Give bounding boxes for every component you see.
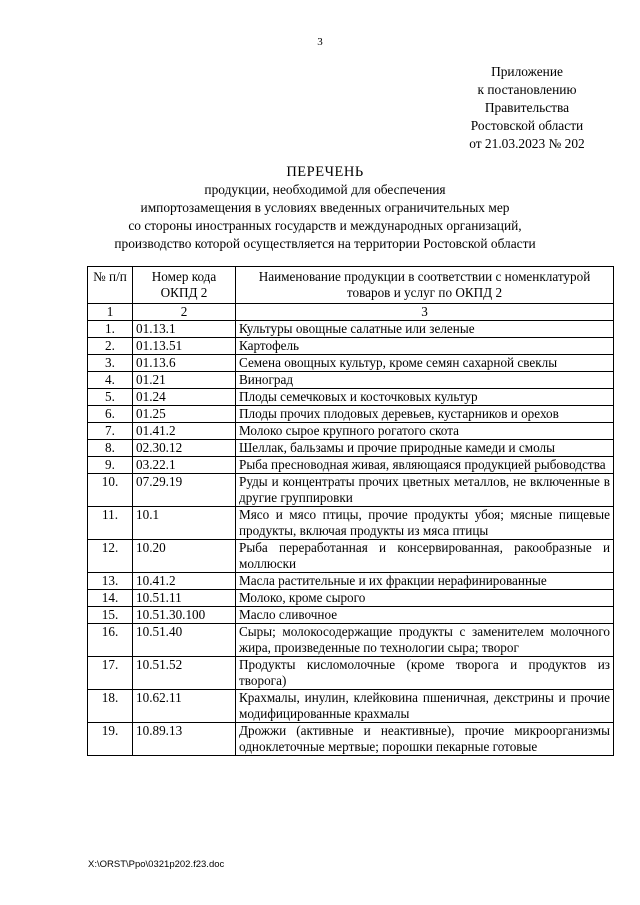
row-code: 10.62.11	[133, 690, 236, 723]
row-name: Рыба пресноводная живая, являющаяся продукцией рыбоводства	[236, 457, 614, 474]
row-code: 01.13.1	[133, 321, 236, 338]
table-row	[88, 474, 614, 507]
row-number: 2.	[88, 338, 133, 355]
table-row	[88, 440, 614, 457]
row-number: 17.	[88, 657, 133, 690]
row-number: 8.	[88, 440, 133, 457]
row-code: 10.89.13	[133, 723, 236, 756]
row-code: 01.13.6	[133, 355, 236, 372]
row-name: Масла растительные и их фракции нерафинированные	[236, 573, 614, 590]
row-name: Сыры; молокосодержащие продукты с заменителем молочного жира, произведенные по технологии сыра; творог	[236, 624, 614, 657]
row-number: 1.	[88, 321, 133, 338]
row-name: Дрожжи (активные и неактивные), прочие микроорганизмы одноклеточные мертвые; порошки пекарные готовые	[236, 723, 614, 756]
row-code: 01.24	[133, 389, 236, 406]
table-row	[88, 723, 614, 756]
row-number: 9.	[88, 457, 133, 474]
row-name: Руды и концентраты прочих цветных металлов, не включенные в другие группировки	[236, 474, 614, 507]
row-code: 10.51.40	[133, 624, 236, 657]
subtitle-line: продукции, необходимой для обеспечения	[204, 182, 446, 197]
row-name: Молоко сырое крупного рогатого скота	[236, 423, 614, 440]
table-body	[88, 321, 614, 756]
row-number: 18.	[88, 690, 133, 723]
row-name: Картофель	[236, 338, 614, 355]
row-name: Семена овощных культур, кроме семян сахарной свеклы	[236, 355, 614, 372]
row-number: 16.	[88, 624, 133, 657]
row-number: 14.	[88, 590, 133, 607]
row-code: 10.51.52	[133, 657, 236, 690]
appendix-block	[432, 63, 622, 153]
table-row	[88, 457, 614, 474]
header-code: Номер кода ОКПД 2	[133, 267, 236, 304]
table-row	[88, 624, 614, 657]
row-name: Виноград	[236, 372, 614, 389]
table-row	[88, 338, 614, 355]
row-name: Мясо и мясо птицы, прочие продукты убоя; мясные пищевые продукты, включая продукты из мяса птицы	[236, 507, 614, 540]
row-code: 10.51.30.100	[133, 607, 236, 624]
row-code: 10.20	[133, 540, 236, 573]
appendix-line: от 21.03.2023 № 202	[469, 136, 585, 151]
row-name: Культуры овощные салатные или зеленые	[236, 321, 614, 338]
row-code: 10.41.2	[133, 573, 236, 590]
row-code: 10.1	[133, 507, 236, 540]
row-code: 01.13.51	[133, 338, 236, 355]
title-block	[60, 163, 590, 253]
index-cell: 2	[133, 304, 236, 321]
table-row	[88, 607, 614, 624]
document-title: ПЕРЕЧЕНЬ	[286, 164, 364, 180]
row-number: 13.	[88, 573, 133, 590]
row-name: Плоды семечковых и косточковых культур	[236, 389, 614, 406]
index-cell: 1	[88, 304, 133, 321]
file-path-footer: X:\ORST\Ppo\0321p202.f23.doc	[88, 859, 225, 870]
table-row	[88, 590, 614, 607]
appendix-line: Ростовской области	[470, 118, 584, 133]
table-row	[88, 406, 614, 423]
row-number: 11.	[88, 507, 133, 540]
row-name: Плоды прочих плодовых деревьев, кустарников и орехов	[236, 406, 614, 423]
products-table	[87, 266, 614, 756]
index-cell: 3	[236, 304, 614, 321]
row-number: 12.	[88, 540, 133, 573]
row-code: 01.41.2	[133, 423, 236, 440]
row-number: 3.	[88, 355, 133, 372]
table-row	[88, 321, 614, 338]
appendix-line: к постановлению	[477, 82, 577, 97]
row-code: 02.30.12	[133, 440, 236, 457]
subtitle-line: со стороны иностранных государств и международных организаций,	[128, 218, 522, 233]
table-row	[88, 389, 614, 406]
table-header-row	[88, 267, 614, 304]
row-number: 5.	[88, 389, 133, 406]
table-row	[88, 657, 614, 690]
row-code: 07.29.19	[133, 474, 236, 507]
header-number: № п/п	[88, 267, 133, 304]
row-number: 10.	[88, 474, 133, 507]
row-name: Рыба переработанная и консервированная, ракообразные и моллюски	[236, 540, 614, 573]
row-name: Масло сливочное	[236, 607, 614, 624]
table-row	[88, 423, 614, 440]
row-number: 15.	[88, 607, 133, 624]
row-number: 6.	[88, 406, 133, 423]
document-subtitle	[60, 181, 590, 253]
row-number: 4.	[88, 372, 133, 389]
row-code: 03.22.1	[133, 457, 236, 474]
row-number: 19.	[88, 723, 133, 756]
page-number: 3	[317, 36, 323, 48]
subtitle-line: импортозамещения в условиях введенных ограничительных мер	[140, 200, 510, 215]
row-name: Крахмалы, инулин, клейковина пшеничная, декстрины и прочие модифицированные крахмалы	[236, 690, 614, 723]
row-code: 01.21	[133, 372, 236, 389]
table-row	[88, 507, 614, 540]
table-row	[88, 540, 614, 573]
table-row	[88, 355, 614, 372]
table-row	[88, 573, 614, 590]
table-row	[88, 372, 614, 389]
row-name: Шеллак, бальзамы и прочие природные камеди и смолы	[236, 440, 614, 457]
appendix-line: Приложение	[491, 64, 563, 79]
table-row	[88, 690, 614, 723]
appendix-line: Правительства	[484, 100, 570, 115]
row-code: 10.51.11	[133, 590, 236, 607]
subtitle-line: производство которой осуществляется на территории Ростовской области	[114, 236, 536, 251]
row-name: Молоко, кроме сырого	[236, 590, 614, 607]
row-code: 01.25	[133, 406, 236, 423]
row-number: 7.	[88, 423, 133, 440]
header-name: Наименование продукции в соответствии с номенклатурой товаров и услуг по ОКПД 2	[236, 267, 614, 304]
row-name: Продукты кисломолочные (кроме творога и продуктов из творога)	[236, 657, 614, 690]
table-index-row	[88, 304, 614, 321]
